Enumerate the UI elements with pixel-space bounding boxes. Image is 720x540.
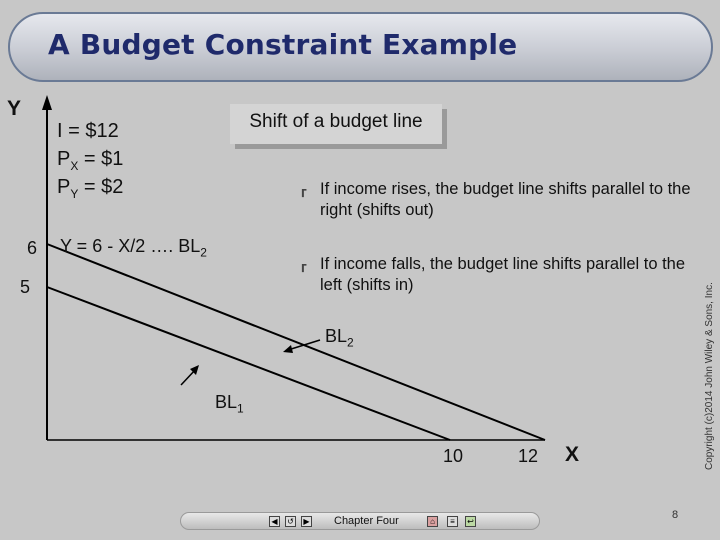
exit-icon[interactable]: ↩	[465, 516, 476, 527]
chapter-label: Chapter Four	[334, 515, 399, 527]
note-fall-bullet: ⸢	[300, 262, 309, 287]
income-value: I = $12	[57, 120, 119, 142]
page-number: 8	[672, 509, 679, 521]
price-y: $P_Y$ = $2	[57, 176, 124, 201]
shift-heading-box: Shift of a budget line	[230, 104, 442, 144]
document-icon[interactable]: ≡	[447, 516, 458, 527]
x-axis-label: X	[565, 443, 580, 466]
budget-line-bl2	[47, 287, 450, 440]
y-tick-6: 6	[27, 238, 38, 258]
x-tick-12: 12	[518, 446, 539, 466]
y-axis-label: Y	[7, 97, 22, 120]
price-x: $P_X$ = $1	[57, 148, 124, 173]
note-rise-bullet: ⸢	[300, 187, 309, 212]
home-icon[interactable]: ⌂	[427, 516, 438, 527]
y-axis-arrow	[42, 95, 52, 110]
note-income-rises: If income rises, the budget line shifts parallel to the right (shifts out)	[320, 180, 691, 219]
prev-arrow-icon[interactable]: ◀	[269, 516, 280, 527]
y-tick-5: 5	[20, 277, 31, 297]
arrow-to-bl2-head	[283, 345, 293, 353]
return-icon[interactable]: ↺	[285, 516, 296, 527]
footer-nav-bar	[180, 512, 540, 530]
copyright-text: Copyright (c)2014 John Wiley & Sons, Inc.	[704, 282, 715, 470]
next-arrow-icon[interactable]: ▶	[301, 516, 312, 527]
label-bl2: $BL_2$	[325, 326, 354, 350]
label-bl1: $BL_1$	[215, 392, 244, 416]
note-income-falls: If income falls, the budget line shifts parallel to the left (shifts in)	[320, 255, 686, 294]
x-tick-10: 10	[443, 446, 464, 466]
budget-equation: Y = 6 - X/2 …. $BL_2$	[60, 236, 207, 260]
page-title: A Budget Constraint Example	[48, 28, 518, 61]
